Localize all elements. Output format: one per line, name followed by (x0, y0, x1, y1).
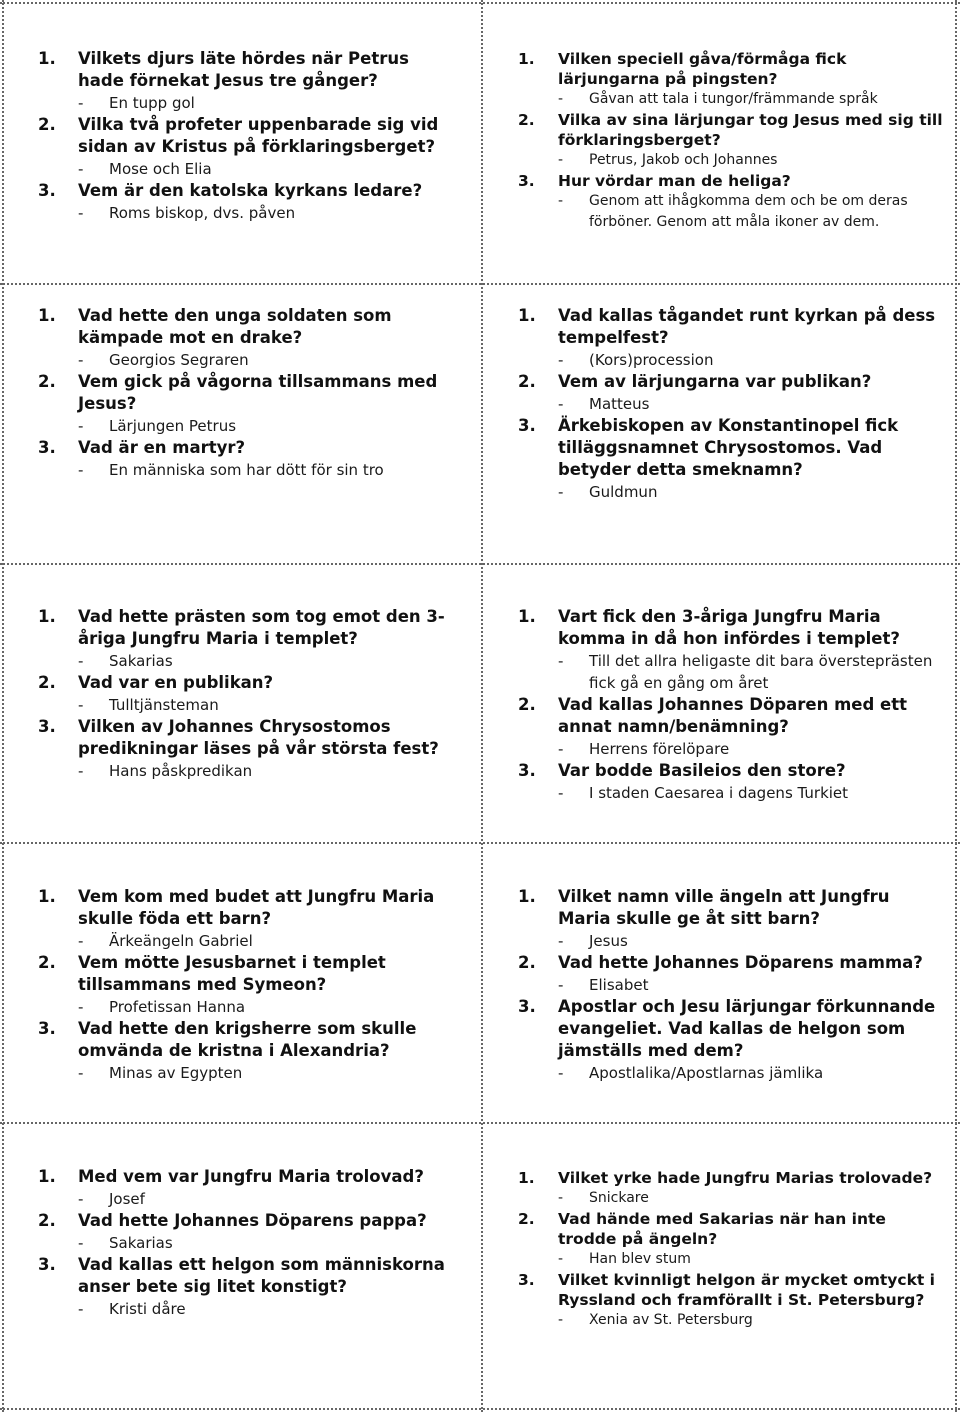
question: 3. Vad hette den krigsherre som skulle omvända de kristna i Alexandria? (38, 1019, 417, 1060)
answer: - Tulltjänsteman (78, 696, 219, 714)
answer: - Xenia av St. Petersburg (558, 1312, 753, 1328)
question: 1. Vilkets djurs läte hördes när Petrus hade förnekat Jesus tre gånger? (38, 49, 409, 90)
question: 1. Med vem var Jungfru Maria trolovad? (38, 1167, 424, 1186)
answer: - Matteus (558, 395, 650, 413)
cut-line-bottom (0, 1408, 960, 1410)
question: 3. Apostlar och Jesu lärjungar förkunnande evangeliet. Vad kallas de helgon som jämställs med dem? (518, 997, 936, 1060)
quiz-card (38, 886, 458, 1084)
answer: - Profetissan Hanna (78, 998, 246, 1016)
quiz-card (518, 49, 943, 233)
answer: - Snickare (558, 1190, 649, 1206)
question: 1. Vad kallas tågandet runt kyrkan på dess tempelfest? (518, 306, 936, 347)
answer: - Ärkeängeln Gabriel (78, 932, 253, 950)
question: 2. Vilka två profeter uppenbarade sig vid sidan av Kristus på förklaringsberget? (38, 115, 439, 156)
answer: - Guldmun (558, 483, 658, 501)
answer: - (Kors)procession (558, 351, 714, 369)
answer: - En människa som har dött för sin tro (78, 461, 384, 479)
question: 2. Vem mötte Jesusbarnet i templet tillsammans med Symeon? (38, 953, 386, 994)
question: 3. Var bodde Basileios den store? (518, 761, 846, 780)
answer: - Georgios Segraren (78, 351, 249, 369)
quiz-card (38, 48, 458, 224)
question: 2. Vad hette Johannes Döparens pappa? (38, 1211, 427, 1230)
quiz-card (38, 1166, 458, 1320)
question: 3. Vilken av Johannes Chrysostomos predikningar läses på vår största fest? (38, 717, 439, 758)
answer: - Gåvan att tala i tungor/främmande språk (558, 91, 878, 107)
answer: - Kristi dåre (78, 1300, 186, 1318)
answer: - Han blev stum (558, 1251, 691, 1267)
cut-line-middle (481, 0, 483, 1412)
quiz-card (38, 606, 458, 782)
cut-line-right (955, 0, 957, 1412)
question: 3. Vad är en martyr? (38, 438, 246, 457)
quiz-card (518, 606, 943, 804)
question: 2. Vad hände med Sakarias när han inte trodde på ängeln? (518, 1210, 886, 1248)
question: 3. Vilket kvinnligt helgon är mycket omtyckt i Ryssland och framförallt i St. Petersburg? (518, 1271, 935, 1309)
answer: - Till det allra heligaste dit bara översteprästen fick gå en gång om året (558, 652, 933, 692)
cut-line-row-1 (0, 283, 960, 285)
question: 2. Vad var en publikan? (38, 673, 274, 692)
cut-line-left (2, 0, 4, 1412)
answer: - Josef (78, 1190, 145, 1208)
answer: - Hans påskpredikan (78, 762, 253, 780)
question: 1. Vilken speciell gåva/förmåga fick lärjungarna på pingsten? (518, 50, 847, 88)
answer: - Genom att ihågkomma dem och be om deras förböner. Genom att måla ikoner av dem. (558, 193, 908, 230)
cut-line-row-2 (0, 563, 960, 565)
answer: - Apostlalika/Apostlarnas jämlika (558, 1064, 824, 1082)
answer: - Jesus (558, 932, 628, 950)
cut-line-row-4 (0, 1122, 960, 1124)
quiz-card (518, 305, 943, 503)
answer: - Petrus, Jakob och Johannes (558, 152, 778, 168)
question: 2. Vad hette Johannes Döparens mamma? (518, 953, 923, 972)
question: 2. Vem gick på vågorna tillsammans med Jesus? (38, 372, 438, 413)
question: 3. Hur vördar man de heliga? (518, 172, 791, 190)
answer: - Sakarias (78, 1234, 173, 1252)
answer: - En tupp gol (78, 94, 195, 112)
quiz-card (38, 305, 458, 481)
question: 2. Vilka av sina lärjungar tog Jesus med sig till förklaringsberget? (518, 111, 943, 149)
question: 1. Vad hette den unga soldaten som kämpade mot en drake? (38, 306, 392, 347)
question: 1. Vilket namn ville ängeln att Jungfru Maria skulle ge åt sitt barn? (518, 887, 890, 928)
quiz-card (518, 886, 943, 1084)
question: 1. Vad hette prästen som tog emot den 3-åriga Jungfru Maria i templet? (38, 607, 445, 648)
answer: - Herrens förelöpare (558, 740, 730, 758)
answer: - Elisabet (558, 976, 649, 994)
question: 2. Vad kallas Johannes Döparen med ett annat namn/benämning? (518, 695, 907, 736)
question: 3. Vem är den katolska kyrkans ledare? (38, 181, 423, 200)
question: 3. Vad kallas ett helgon som människorna anser bete sig litet konstigt? (38, 1255, 445, 1296)
answer: - I staden Caesarea i dagens Turkiet (558, 784, 849, 802)
cut-line-row-3 (0, 842, 960, 844)
answer: - Roms biskop, dvs. påven (78, 204, 296, 222)
answer: - Mose och Elia (78, 160, 212, 178)
question: 1. Vart fick den 3-åriga Jungfru Maria komma in då hon infördes i templet? (518, 607, 900, 648)
question: 1. Vilket yrke hade Jungfru Marias trolovade? (518, 1169, 933, 1187)
answer: - Minas av Egypten (78, 1064, 243, 1082)
cut-line-top (0, 2, 960, 4)
answer: - Lärjungen Petrus (78, 417, 237, 435)
answer: - Sakarias (78, 652, 173, 670)
question: 1. Vem kom med budet att Jungfru Maria skulle föda ett barn? (38, 887, 435, 928)
question: 2. Vem av lärjungarna var publikan? (518, 372, 872, 391)
question: 3. Ärkebiskopen av Konstantinopel fick tilläggsnamnet Chrysostomos. Vad betyder detta smeknamn? (518, 416, 899, 479)
quiz-card (518, 1168, 943, 1331)
